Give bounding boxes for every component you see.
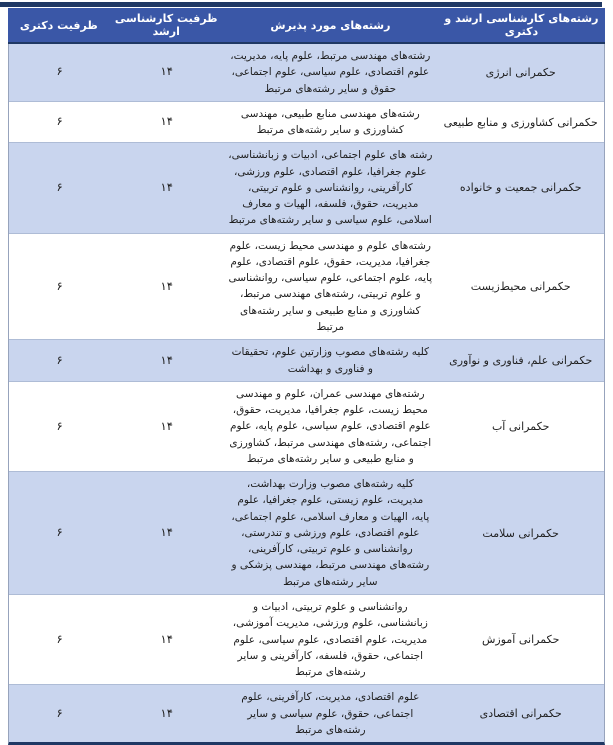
cell-phd-capacity: ۶ xyxy=(56,631,63,646)
cell-master-capacity: ۱۴ xyxy=(160,705,173,720)
cell-phd-capacity: ۶ xyxy=(56,180,63,195)
cell-accepted-fields: رشته های علوم اجتماعی، ادبیات و زبانشناسی، علوم جغرافیا، علوم اقتصادی، علوم ورزشی، کارآفرینی، روانشناسی و علوم تربیتی، مدیریت، حقوق، فلسفه، الهیات و معارف اسلامی، علوم سیاسی و سایر رشته‌های مرتبط xyxy=(228,149,433,227)
header-cell-master-capacity: ظرفیت کارشناسی ارشد xyxy=(114,12,218,38)
cell-master-capacity: ۱۴ xyxy=(160,64,173,79)
cell-field-name: حکمرانی اقتصادی xyxy=(479,707,562,721)
table-row xyxy=(9,339,604,381)
cell-phd-capacity: ۶ xyxy=(56,114,63,129)
table-body xyxy=(8,44,605,745)
cell-accepted-fields: رشته‌های مهندسی مرتبط، علوم پایه، مدیریت، علوم اقتصادی، علوم سیاسی، علوم اجتماعی، حقوق و سایر رشته‌های مرتبط xyxy=(230,50,431,95)
cell-accepted-fields: رشته‌های مهندسی منابع طبیعی، مهندسی کشاورزی و سایر رشته‌های مرتبط xyxy=(240,107,420,137)
cell-field-name: حکمرانی آموزش xyxy=(481,633,560,647)
top-navy-strip xyxy=(0,2,602,7)
cell-master-capacity: ۱۴ xyxy=(160,180,173,195)
table-row xyxy=(9,684,604,742)
table-header-row xyxy=(8,8,605,44)
cell-accepted-fields: علوم اقتصادی، مدیریت، کارآفرینی، علوم اجتماعی، حقوق، علوم سیاسی و سایر رشته‌های مرتبط xyxy=(241,691,420,736)
cell-field-name: حکمرانی انرژی xyxy=(485,65,556,79)
table-row xyxy=(9,142,604,232)
cell-phd-capacity: ۶ xyxy=(56,352,63,367)
cell-master-capacity: ۱۴ xyxy=(160,631,173,646)
cell-field-name: حکمرانی علم، فناوری و نوآوری xyxy=(449,353,593,367)
header-cell-phd-capacity: ظرفیت دکتری xyxy=(19,18,98,32)
cell-master-capacity: ۱۴ xyxy=(160,418,173,433)
table-row xyxy=(9,594,604,684)
cell-accepted-fields: کلیه رشته‌های مصوب وزارتین علوم، تحقیقات و فناوری و بهداشت xyxy=(231,346,430,375)
cell-field-name: حکمرانی کشاورزی و منابع طبیعی xyxy=(443,115,598,129)
cell-accepted-fields: روانشناسی و علوم تربیتی، ادبیات و زبانشناسی، علوم ورزشی، مدیریت آموزشی، مدیریت، علوم اقتصادی، علوم سیاسی، علوم اجتماعی، حقوق، فلسفه، کارآفرینی و سایر رشته‌های مرتبط xyxy=(232,600,428,679)
cell-field-name: حکمرانی سلامت xyxy=(482,526,559,540)
header-cell-fields: رشته‌های کارشناسی ارشد و دکتری xyxy=(444,12,599,38)
admissions-table xyxy=(8,8,605,745)
cell-field-name: حکمرانی جمعیت و خانواده xyxy=(459,181,582,195)
cell-accepted-fields: کلیه رشته‌های مصوب وزارت بهداشت، مدیریت، علوم زیستی، علوم جغرافیا، علوم پایه، الهیات و معارف اسلامی، علوم اجتماعی، علوم اقتصادی، علوم ورزشی و تندرستی، روانشناسی و علوم تربیتی، کارآفرینی، رشته‌های مهندسی مرتبط، مهندسی پزشکی و سایر رشته‌های مرتبط xyxy=(231,478,430,588)
cell-field-name: حکمرانی آب xyxy=(491,419,550,433)
cell-master-capacity: ۱۴ xyxy=(160,525,173,540)
table-row xyxy=(9,44,604,101)
cell-field-name: حکمرانی محیط‌زیست xyxy=(470,279,571,293)
table-row xyxy=(9,233,604,340)
cell-phd-capacity: ۶ xyxy=(56,278,63,293)
table-row xyxy=(9,101,604,143)
cell-master-capacity: ۱۴ xyxy=(160,278,173,293)
table-row xyxy=(9,471,604,594)
cell-phd-capacity: ۶ xyxy=(56,64,63,79)
header-cell-accepted: رشته‌های مورد پذیرش xyxy=(270,18,391,32)
cell-phd-capacity: ۶ xyxy=(56,418,63,433)
table-row xyxy=(9,381,604,471)
cell-phd-capacity: ۶ xyxy=(56,525,63,540)
cell-accepted-fields: رشته‌های علوم و مهندسی محیط زیست، علوم جغرافیا، مدیریت، حقوق، علوم اقتصادی، علوم پایه، علوم اجتماعی، علوم سیاسی، روانشناسی و علوم تربیتی، رشته‌های مهندسی مرتبط، کشاورزی و منابع طبیعی و سایر رشته‌های مرتبط xyxy=(228,239,433,333)
cell-master-capacity: ۱۴ xyxy=(160,114,173,129)
cell-accepted-fields: رشته‌های مهندسی عمران، علوم و مهندسی محیط زیست، علوم جغرافیا، مدیریت، حقوق، علوم اقتصادی، علوم سیاسی، علوم پایه، علوم اجتماعی، رشته‌های مهندسی مرتبط، کشاورزی و منابع طبیعی و سایر رشته‌های مرتبط xyxy=(229,387,432,465)
cell-master-capacity: ۱۴ xyxy=(160,352,173,367)
cell-phd-capacity: ۶ xyxy=(56,705,63,720)
